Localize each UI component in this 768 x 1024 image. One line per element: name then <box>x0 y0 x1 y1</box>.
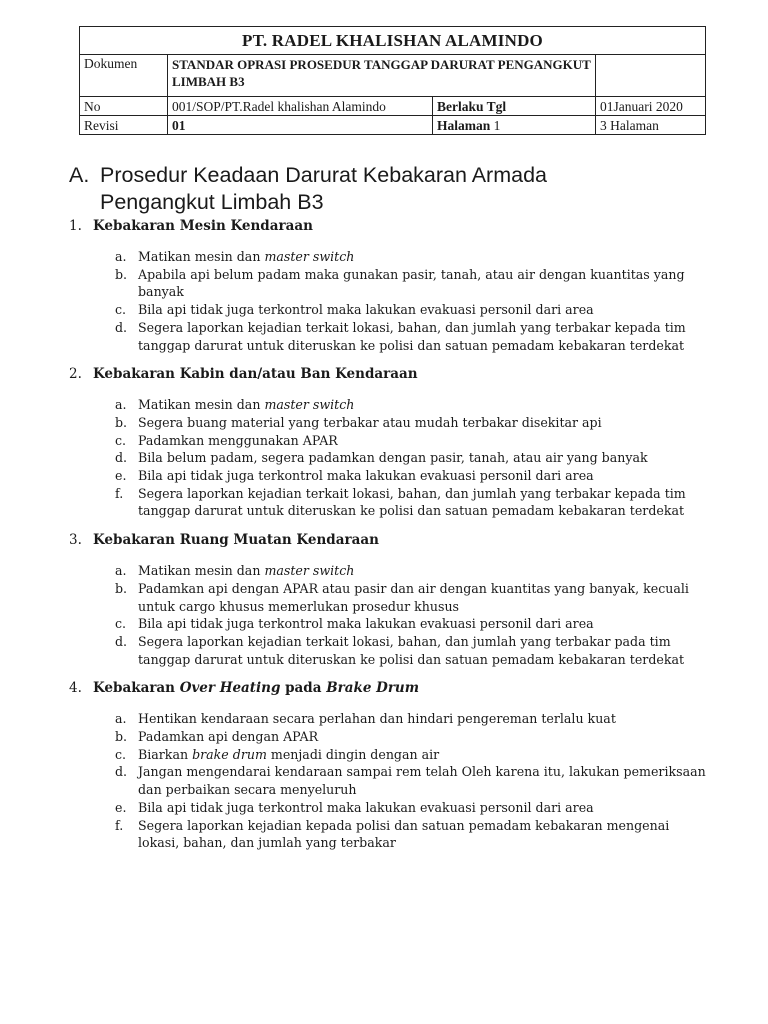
step-marker: c. <box>115 432 127 448</box>
halaman-cell <box>433 116 596 135</box>
step-text: Segera buang material yang terbakar atau mudah terbakar disekitar api <box>138 414 602 430</box>
step-marker: d. <box>115 633 128 649</box>
step-marker: a. <box>115 711 127 727</box>
heading-part: pada <box>280 680 327 697</box>
procedure-heading <box>69 364 719 384</box>
step-text: Bila api tidak juga terkontrol maka lakukan evakuasi personil dari area <box>138 799 594 815</box>
procedure-list <box>69 216 719 862</box>
halaman-value: 1 <box>493 117 501 133</box>
step-item <box>115 301 719 319</box>
step-marker: d. <box>115 764 128 780</box>
step-text: Segera laporkan kejadian kepada polisi dan satuan pemadam kebakaran mengenai lokasi, bahan, dan jumlah yang terbakar <box>138 817 670 851</box>
step-text: Segera laporkan kejadian terkait lokasi, bahan, dan jumlah yang terbakar kepada tim tanggap darurat untuk diteruskan ke polisi dan satuan pemadam kebakaran terdekat <box>138 485 686 519</box>
section-letter: A. <box>69 163 90 187</box>
step-item <box>115 319 719 354</box>
step-item <box>115 763 719 798</box>
step-item <box>115 396 719 414</box>
step-text: Padamkan api dengan APAR atau pasir dan air dengan kuantitas yang banyak, kecuali untuk cargo khusus memerlukan prosedur khusus <box>138 580 689 614</box>
dokumen-blank-cell <box>596 55 706 97</box>
step-text-italic: brake drum <box>192 746 267 762</box>
procedure-number: 1. <box>69 218 82 234</box>
dokumen-label: Dokumen <box>80 55 168 97</box>
step-item <box>115 728 719 746</box>
step-text: Bila api tidak juga terkontrol maka lakukan evakuasi personil dari area <box>138 302 594 318</box>
revisi-value: 01 <box>168 116 433 135</box>
step-marker: c. <box>115 746 127 762</box>
step-marker: a. <box>115 249 127 264</box>
procedure-heading <box>69 216 719 236</box>
document-number: 001/SOP/PT.Radel khalishan Alamindo <box>168 97 433 116</box>
step-item <box>115 710 719 728</box>
section-title-text1: Prosedur Keadaan Darurat Kebakaran Armada <box>100 163 547 187</box>
step-item <box>115 467 719 485</box>
step-list <box>69 562 719 668</box>
procedure-heading <box>69 530 719 550</box>
step-item <box>115 633 719 668</box>
revisi-label: Revisi <box>80 116 168 135</box>
step-marker: c. <box>115 616 127 632</box>
procedure-heading <box>69 678 719 698</box>
step-item <box>115 485 719 520</box>
step-marker: b. <box>115 266 128 282</box>
step-text <box>138 396 708 414</box>
document-title: STANDAR OPRASI PROSEDUR TANGGAP DARURAT PENGANGKUT LIMBAH B3 <box>168 55 596 97</box>
step-item <box>115 266 719 301</box>
step-item <box>115 746 719 764</box>
step-marker: d. <box>115 319 128 335</box>
step-text: Padamkan api dengan APAR <box>138 729 319 745</box>
berlaku-date: 01Januari 2020 <box>596 97 706 116</box>
step-text <box>138 248 708 266</box>
procedure-number: 2. <box>69 366 82 383</box>
section-title-line2: Pengangkut Limbah B3 <box>100 190 324 214</box>
step-marker: f. <box>115 817 124 833</box>
heading-italic-part: Brake Drum <box>326 680 420 697</box>
step-text: Bila belum padam, segera padamkan dengan pasir, tanah, atau air yang banyak <box>138 450 648 466</box>
step-text-part: Matikan mesin dan <box>138 249 265 264</box>
step-text <box>138 562 708 580</box>
section-title <box>69 162 689 216</box>
step-text: Jangan mengendarai kendaraan sampai rem telah Oleh karena itu, lakukan pemeriksaan dan perbaikan secara menyeluruh <box>138 764 706 798</box>
step-text: Segera laporkan kejadian terkait lokasi, bahan, dan jumlah yang terbakar kepada tim tanggap darurat untuk diteruskan ke polisi dan satuan pemadam kebakaran terdekat <box>138 319 686 353</box>
step-item <box>115 615 719 633</box>
procedure-item-1 <box>69 216 719 354</box>
step-item <box>115 432 719 450</box>
step-list <box>69 710 719 852</box>
total-halaman: 3 Halaman <box>596 116 706 135</box>
no-label: No <box>80 97 168 116</box>
step-text-italic: master switch <box>264 397 355 413</box>
section-title-line1 <box>69 162 689 189</box>
berlaku-label: Berlaku Tgl <box>433 97 596 116</box>
heading-italic-part: Over Heating <box>179 680 281 697</box>
procedure-heading-text <box>93 678 419 698</box>
step-item <box>115 799 719 817</box>
step-marker: b. <box>115 414 128 430</box>
procedure-item-2 <box>69 364 719 520</box>
procedure-heading-text: Kebakaran Kabin dan/atau Ban Kendaraan <box>93 366 418 383</box>
procedure-heading-text: Kebakaran Mesin Kendaraan <box>93 218 313 234</box>
step-text: Segera laporkan kejadian terkait lokasi, bahan, dan jumlah yang terbakar pada tim tanggap darurat untuk diteruskan ke polisi dan satuan pemadam kebakaran terdekat <box>138 633 685 667</box>
procedure-item-4 <box>69 678 719 852</box>
step-text-part: Matikan mesin dan <box>138 563 265 579</box>
procedure-heading-text: Kebakaran Ruang Muatan Kendaraan <box>93 532 379 549</box>
step-text <box>138 746 708 764</box>
step-text-part: Biarkan <box>138 746 193 762</box>
step-text-italic: master switch <box>264 563 355 579</box>
step-text-part: Matikan mesin dan <box>138 397 265 413</box>
step-text: Bila api tidak juga terkontrol maka lakukan evakuasi personil dari area <box>138 468 594 484</box>
step-text: Bila api tidak juga terkontrol maka lakukan evakuasi personil dari area <box>138 616 594 632</box>
procedure-number: 4. <box>69 680 82 697</box>
procedure-number: 3. <box>69 532 82 549</box>
step-marker: c. <box>115 302 127 318</box>
step-marker: f. <box>115 485 124 501</box>
company-name: PT. RADEL KHALISHAN ALAMINDO <box>80 27 706 55</box>
step-marker: b. <box>115 580 128 596</box>
step-marker: e. <box>115 799 127 815</box>
step-marker: a. <box>115 397 127 413</box>
halaman-label: Halaman <box>437 117 491 133</box>
step-item <box>115 449 719 467</box>
step-item <box>115 248 719 266</box>
step-item <box>115 414 719 432</box>
step-list <box>69 396 719 520</box>
step-text: Hentikan kendaraan secara perlahan dan hindari pengereman terlalu kuat <box>138 711 616 727</box>
step-text: Apabila api belum padam maka gunakan pasir, tanah, atau air dengan kuantitas yang banyak <box>138 266 685 300</box>
step-marker: d. <box>115 450 128 466</box>
heading-part: Kebakaran <box>93 680 180 697</box>
step-item <box>115 562 719 580</box>
document-header-table <box>79 26 706 135</box>
step-marker: e. <box>115 468 127 484</box>
step-list <box>69 248 719 354</box>
step-item <box>115 580 719 615</box>
step-text: Padamkan menggunakan APAR <box>138 432 338 448</box>
step-marker: a. <box>115 563 127 579</box>
step-text-part: menjadi dingin dengan air <box>266 746 440 762</box>
step-item <box>115 817 719 852</box>
step-text-italic: master switch <box>264 249 355 264</box>
procedure-item-3 <box>69 530 719 668</box>
step-marker: b. <box>115 729 128 745</box>
